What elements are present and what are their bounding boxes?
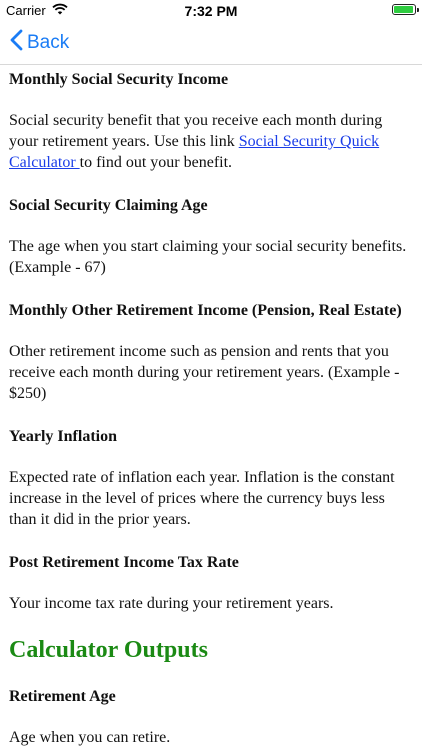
- battery-level: [394, 6, 413, 13]
- status-bar: [0, 0, 422, 22]
- content: [0, 69, 422, 748]
- para-monthly-other-retirement-income: Other retirement income such as pension and rents that you receive each month during your retirement years. (Example - $250): [9, 343, 400, 402]
- heading-monthly-social-security-income: Monthly Social Security Income: [9, 71, 229, 88]
- para-yearly-inflation: Expected rate of inflation each year. Inflation is the constant increase in the level of prices where the currency buys less than it did in the prior years.: [9, 469, 395, 528]
- status-right: [392, 4, 416, 15]
- heading-yearly-inflation: Yearly Inflation: [9, 428, 117, 445]
- social-security-quick-calculator-link[interactable]: Social Security Quick Calculator: [9, 133, 380, 171]
- nav-bar: [0, 22, 422, 65]
- battery-icon: [392, 4, 416, 15]
- para-retirement-age: Age when you can retire.: [9, 729, 171, 746]
- chevron-left-icon: [10, 29, 23, 57]
- para-social-security-claiming-age: The age when you start claiming your social security benefits. (Example - 67): [9, 238, 407, 276]
- text-segment: Social security benefit that you receive each month during your retirement years. Use this link: [9, 112, 383, 150]
- para-post-retirement-income-tax-rate: Your income tax rate during your retirement years.: [9, 595, 334, 612]
- back-label: Back: [27, 32, 70, 53]
- status-time: 7:32 PM: [184, 3, 238, 19]
- text-segment: to find out your benefit.: [79, 154, 233, 171]
- heading-retirement-age: Retirement Age: [9, 688, 116, 705]
- para-monthly-social-security-income: [9, 110, 413, 173]
- back-button[interactable]: [10, 29, 69, 57]
- heading-social-security-claiming-age: Social Security Claiming Age: [9, 197, 208, 214]
- carrier-label: Carrier: [6, 3, 46, 18]
- heading-post-retirement-income-tax-rate: Post Retirement Income Tax Rate: [9, 554, 239, 571]
- heading-monthly-other-retirement-income: Monthly Other Retirement Income (Pension, Real Estate): [9, 302, 402, 319]
- calculator-outputs-title: Calculator Outputs: [9, 637, 208, 663]
